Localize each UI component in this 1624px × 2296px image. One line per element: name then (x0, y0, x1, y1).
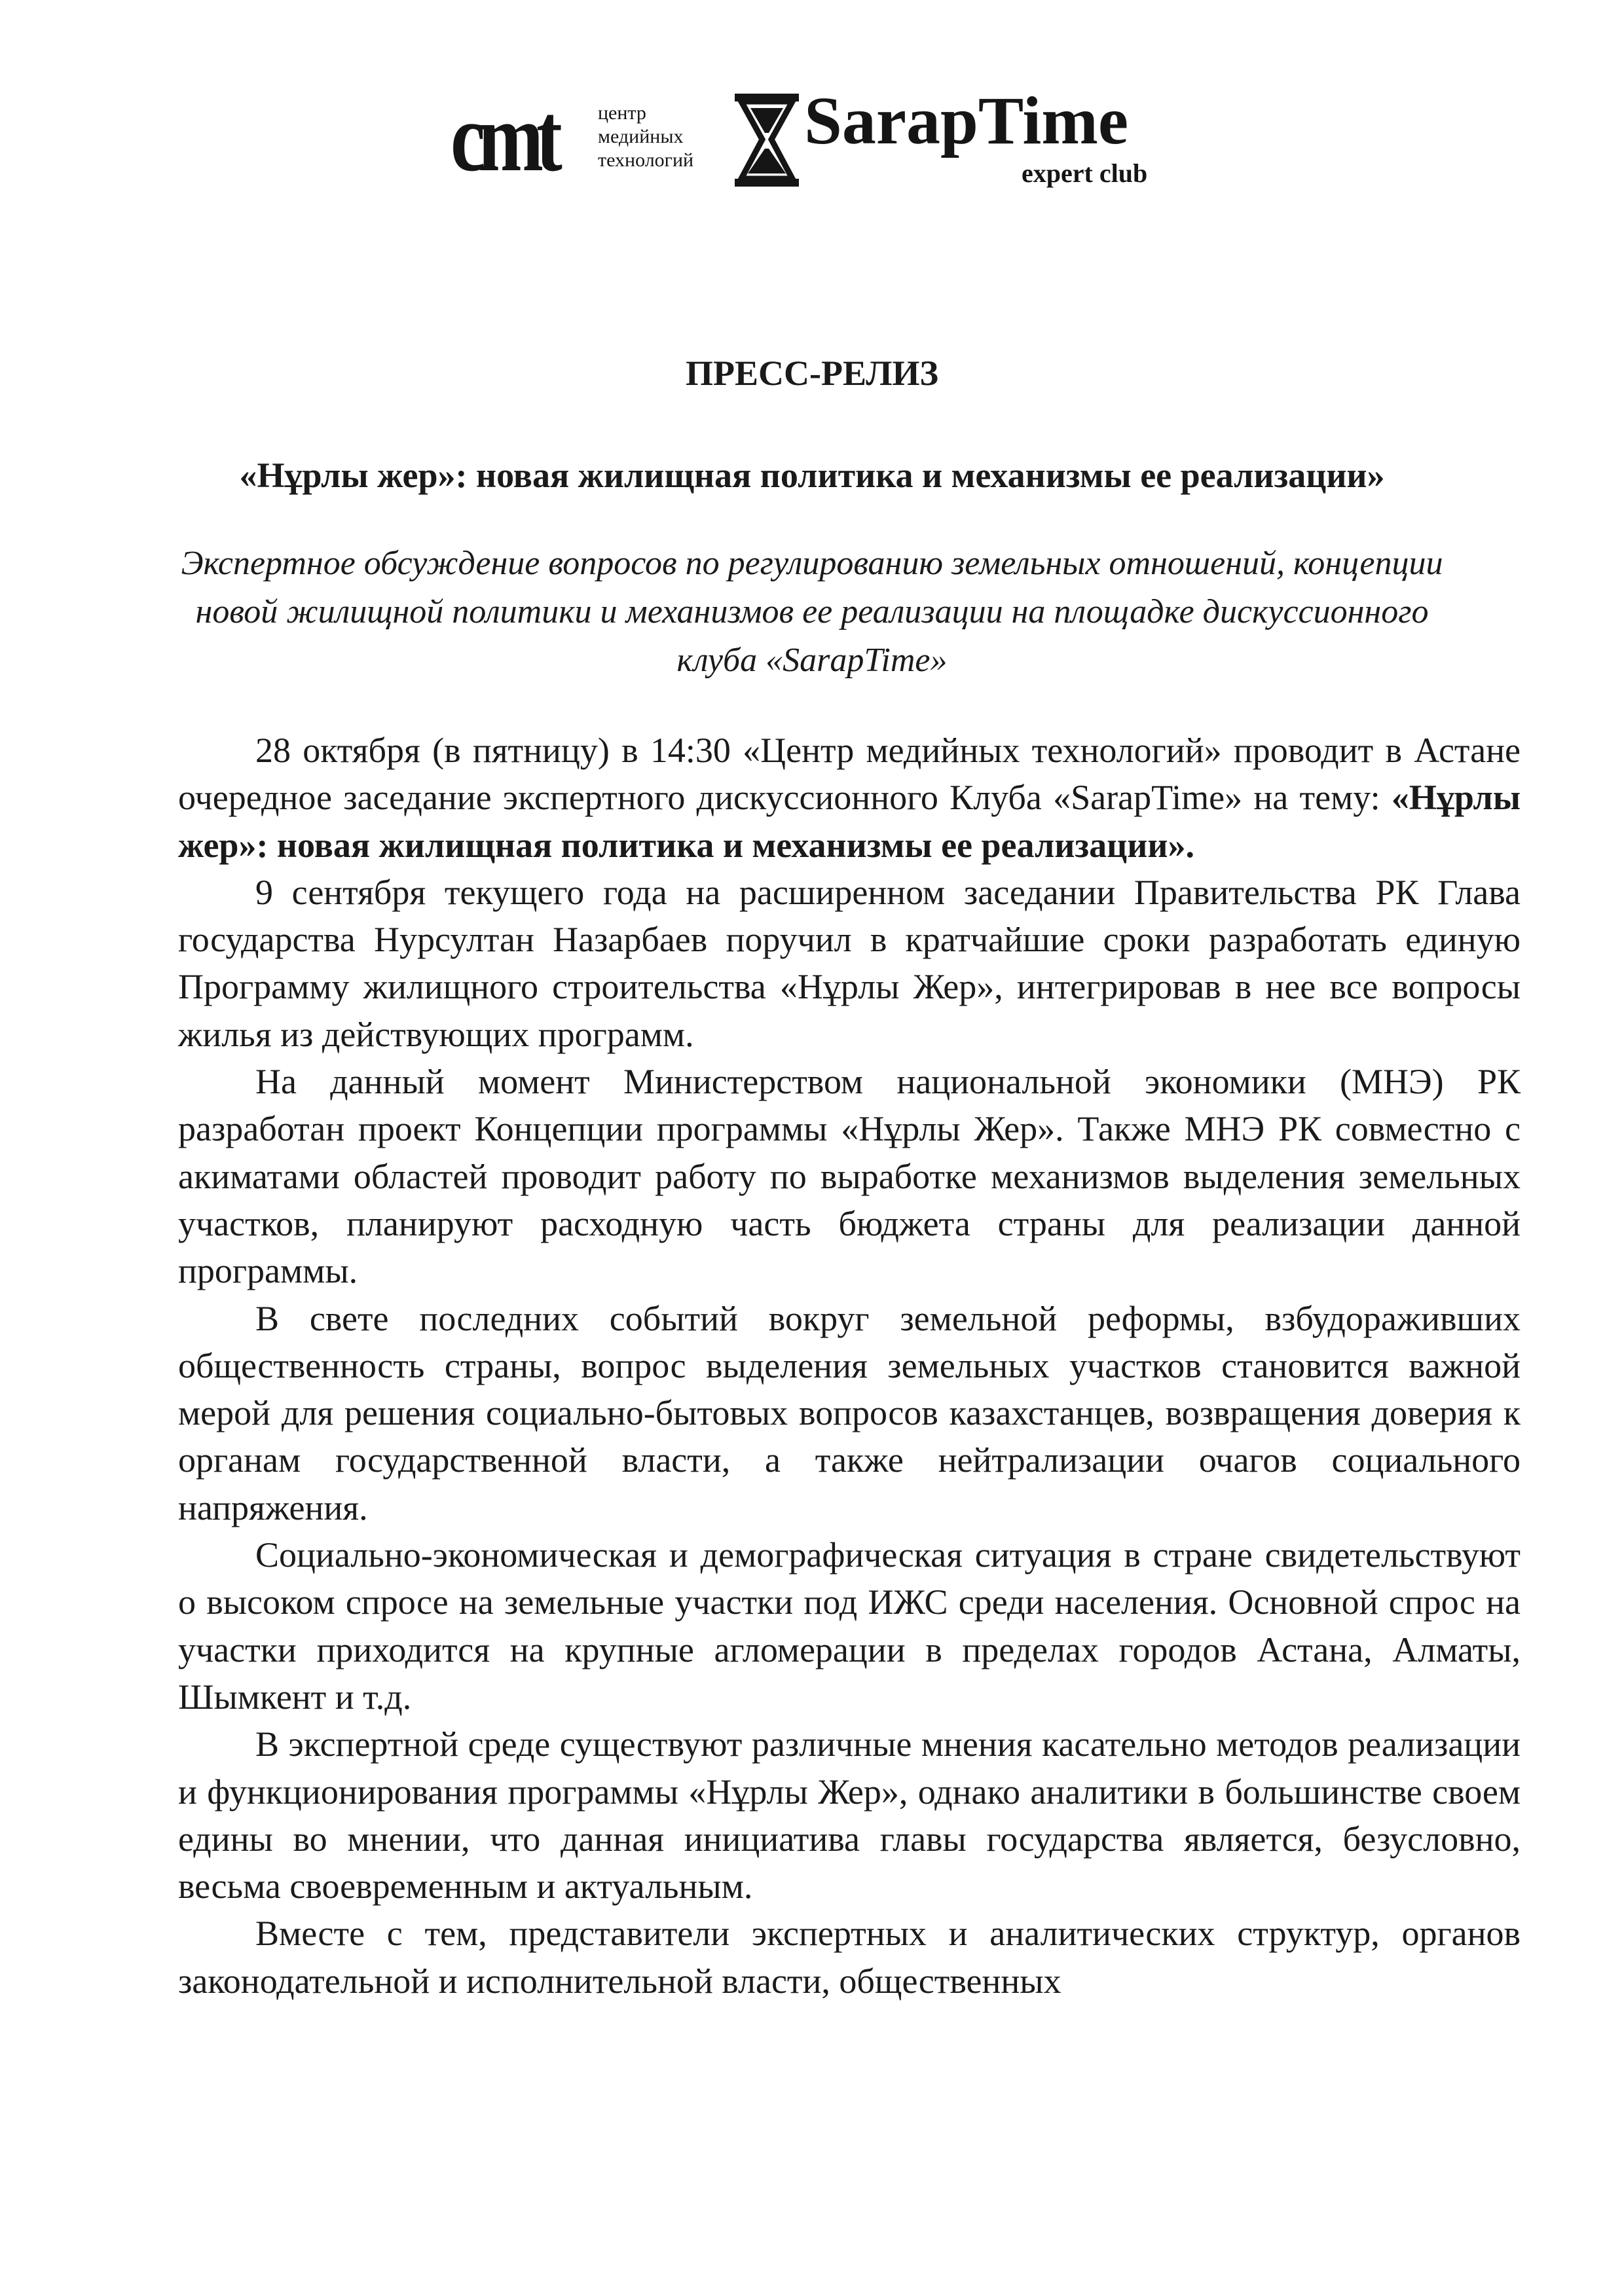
cmt-logo-line: центр (598, 102, 646, 124)
document-title: ПРЕСС-РЕЛИЗ (685, 354, 938, 393)
saraptime-logo-name: SarapTime (804, 83, 1129, 158)
document-lead: Экспертное обсуждение вопросов по регулированию земельных отношений, концепции новой жилищной политики и механизмов ее реализации на площадке дискуссионного клуба «SarapTime» (181, 545, 1443, 679)
body-paragraph: Социально-экономическая и демографическая ситуация в стране свидетельствуют о высоком спросе на земельные участки под ИЖС среди населения. Основной спрос на участки приходится на крупные агломерации в пределах городов Астана, Алматы, Шымкент и т.д. (178, 1535, 1521, 1717)
paragraph-bold-topic: «Нұрлы жер»: новая жилищная политика и механизмы ее реализации». (178, 778, 1521, 865)
logo-header (0, 62, 1624, 206)
body-paragraph: 9 сентября текущего года на расширенном заседании Правительства РК Глава государства Нурсултан Назарбаев поручил в кратчайшие сроки разработать единую Программу жилищного строительства «Нұрлы Жер», интегрировав в нее все вопросы жилья из действующих программ. (178, 872, 1521, 1054)
body-paragraph: Вместе с тем, представители экспертных и аналитических структур, органов законодательной и исполнительной власти, общественных (178, 1914, 1521, 2001)
cmt-logo-caption (598, 101, 693, 172)
body-paragraph: В свете последних событий вокруг земельной реформы, взбудораживших общественность страны, вопрос выделения земельных участков становится важной мерой для решения социально-бытовых вопросов казахстанцев, возвращения доверия к органам государственной власти, а также нейтрализации очагов социального напряжения. (178, 1298, 1521, 1527)
document-subtitle: «Нұрлы жер»: новая жилищная политика и механизмы ее реализации» (239, 456, 1385, 495)
saraptime-logo-tagline: expert club (1022, 158, 1148, 188)
hourglass-icon (735, 94, 799, 187)
cmt-logo-mark: cmt (451, 83, 555, 192)
body-paragraph: На данный момент Министерством национальной экономики (МНЭ) РК разработан проект Концепции программы «Нұрлы Жер». Также МНЭ РК совместно с акиматами областей проводит работу по выработке механизмов выделения земельных участков, планируют расходную часть бюджета страны для реализации данной программы. (178, 1062, 1521, 1291)
body-paragraph: В экспертной среде существуют различные мнения касательно методов реализации и функционирования программы «Нұрлы Жер», однако аналитики в большинстве своем едины во мнении, что данная инициатива главы государства является, безусловно, весьма своевременным и актуальным. (178, 1724, 1521, 1906)
cmt-logo-line: технологий (598, 149, 694, 171)
body-paragraph (178, 727, 1521, 869)
document-body (178, 727, 1521, 2005)
paragraph-text: 28 октября (в пятницу) в 14:30 «Центр медийных технологий» проводит в Астане очередное заседание экспертного дискуссионного Клуба «SarapTime» на тему: (178, 731, 1521, 818)
cmt-logo-line: медийных (598, 126, 684, 147)
